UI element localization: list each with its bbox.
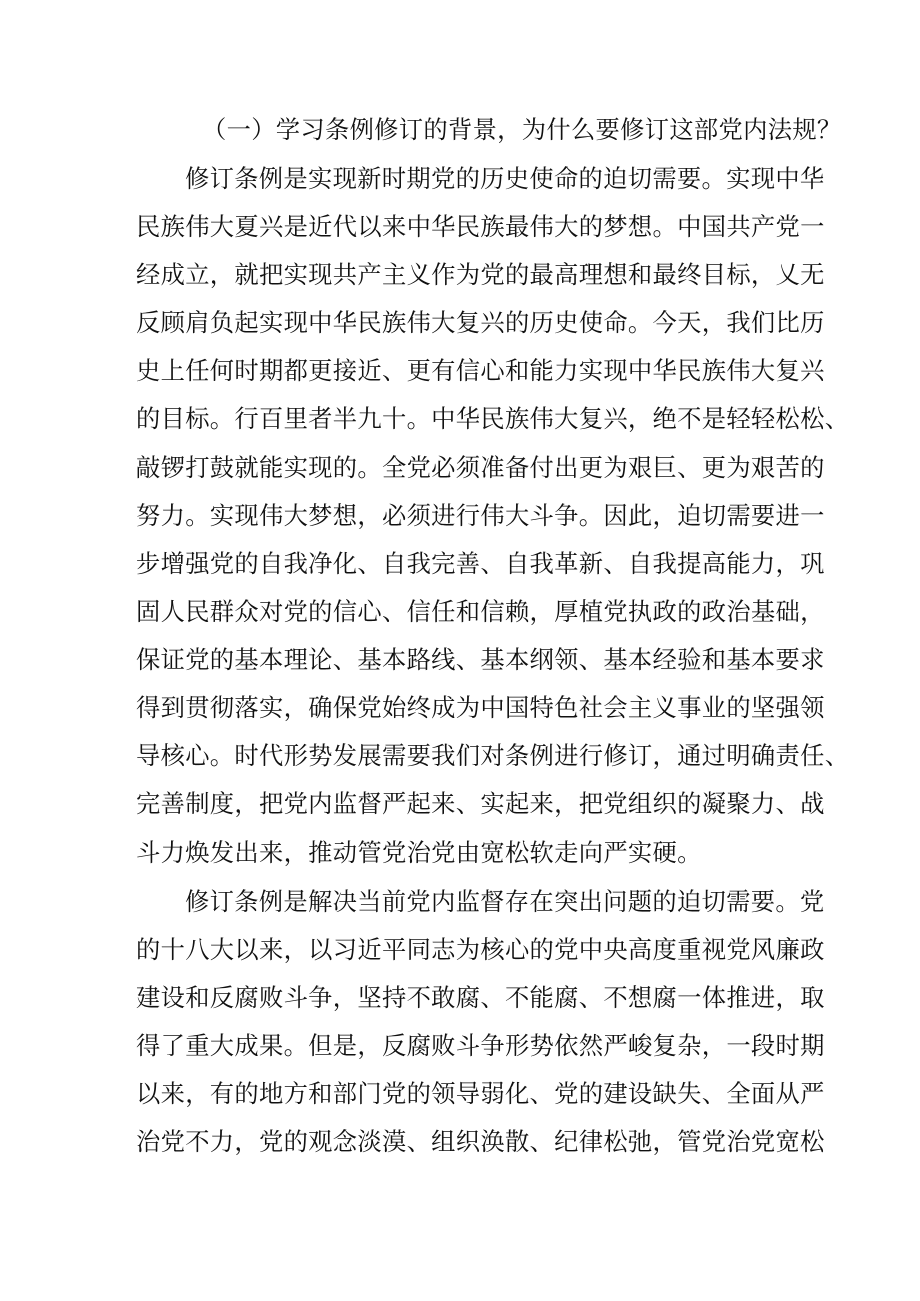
paragraph-line: 固人民群众对党的信心、信任和信赖，厚植党执政的政治基础， <box>136 597 825 626</box>
paragraph-line: 治党不力，党的观念淡漠、组织涣散、纪律松弛，管党治党宽松 <box>136 1127 825 1156</box>
section-heading: （一）学习条例修订的背景，为什么要修订这部党内法规？ <box>202 115 842 144</box>
paragraph-line: 的目标。行百里者半九十。中华民族伟大复兴，绝不是轻轻松松、 <box>136 404 850 433</box>
paragraph-line: 的十八大以来，以习近平同志为核心的党中央高度重视党风廉政 <box>136 935 825 964</box>
paragraph-line: 史上任何时期都更接近、更有信心和能力实现中华民族伟大复兴 <box>136 356 825 385</box>
paragraph-line: 得了重大成果。但是，反腐败斗争形势依然严峻复杂，一段时期 <box>136 1031 825 1060</box>
paragraph-line: 保证党的基本理论、基本路线、基本纲领、基本经验和基本要求 <box>136 645 825 674</box>
paragraph-line: 以来，有的地方和部门党的领导弱化、党的建设缺失、全面从严 <box>136 1079 825 1108</box>
paragraph-line: 完善制度，把党内监督严起来、实起来，把党组织的凝聚力、战 <box>136 789 825 818</box>
paragraph-line: 修订条例是实现新时期党的历史使命的迫切需要。实现中华 <box>185 164 825 193</box>
paragraph-line: 民族伟大夏兴是近代以来中华民族最伟大的梦想。中国共产党一 <box>136 212 825 241</box>
paragraph-line: 导核心。时代形势发展需要我们对条例进行修订，通过明确责任、 <box>136 741 850 770</box>
paragraph-line: 努力。实现伟大梦想，必须进行伟大斗争。因此，迫切需要进一 <box>136 501 825 530</box>
paragraph-line: 得到贯彻落实，确保党始终成为中国特色社会主义事业的坚强领 <box>136 693 825 722</box>
paragraph-line: 反顾肩负起实现中华民族伟大复兴的历史使命。今天，我们比历 <box>136 308 825 337</box>
paragraph-line: 敲锣打鼓就能实现的。全党必须准备付出更为艰巨、更为艰苦的 <box>136 453 825 482</box>
paragraph-line: 建设和反腐败斗争，坚持不敢腐、不能腐、不想腐一体推进，取 <box>136 983 825 1012</box>
paragraph-line: 经成立，就把实现共产主义作为党的最高理想和最终目标，乂无 <box>136 260 825 289</box>
paragraph-line: 步增强党的自我净化、自我完善、自我革新、自我提高能力，巩 <box>136 549 825 578</box>
paragraph-line: 斗力焕发出来，推动管党治党由宽松软走向严实硬。 <box>136 838 702 867</box>
paragraph-line: 修订条例是解决当前党内监督存在突出问题的迫切需要。党 <box>185 887 825 916</box>
